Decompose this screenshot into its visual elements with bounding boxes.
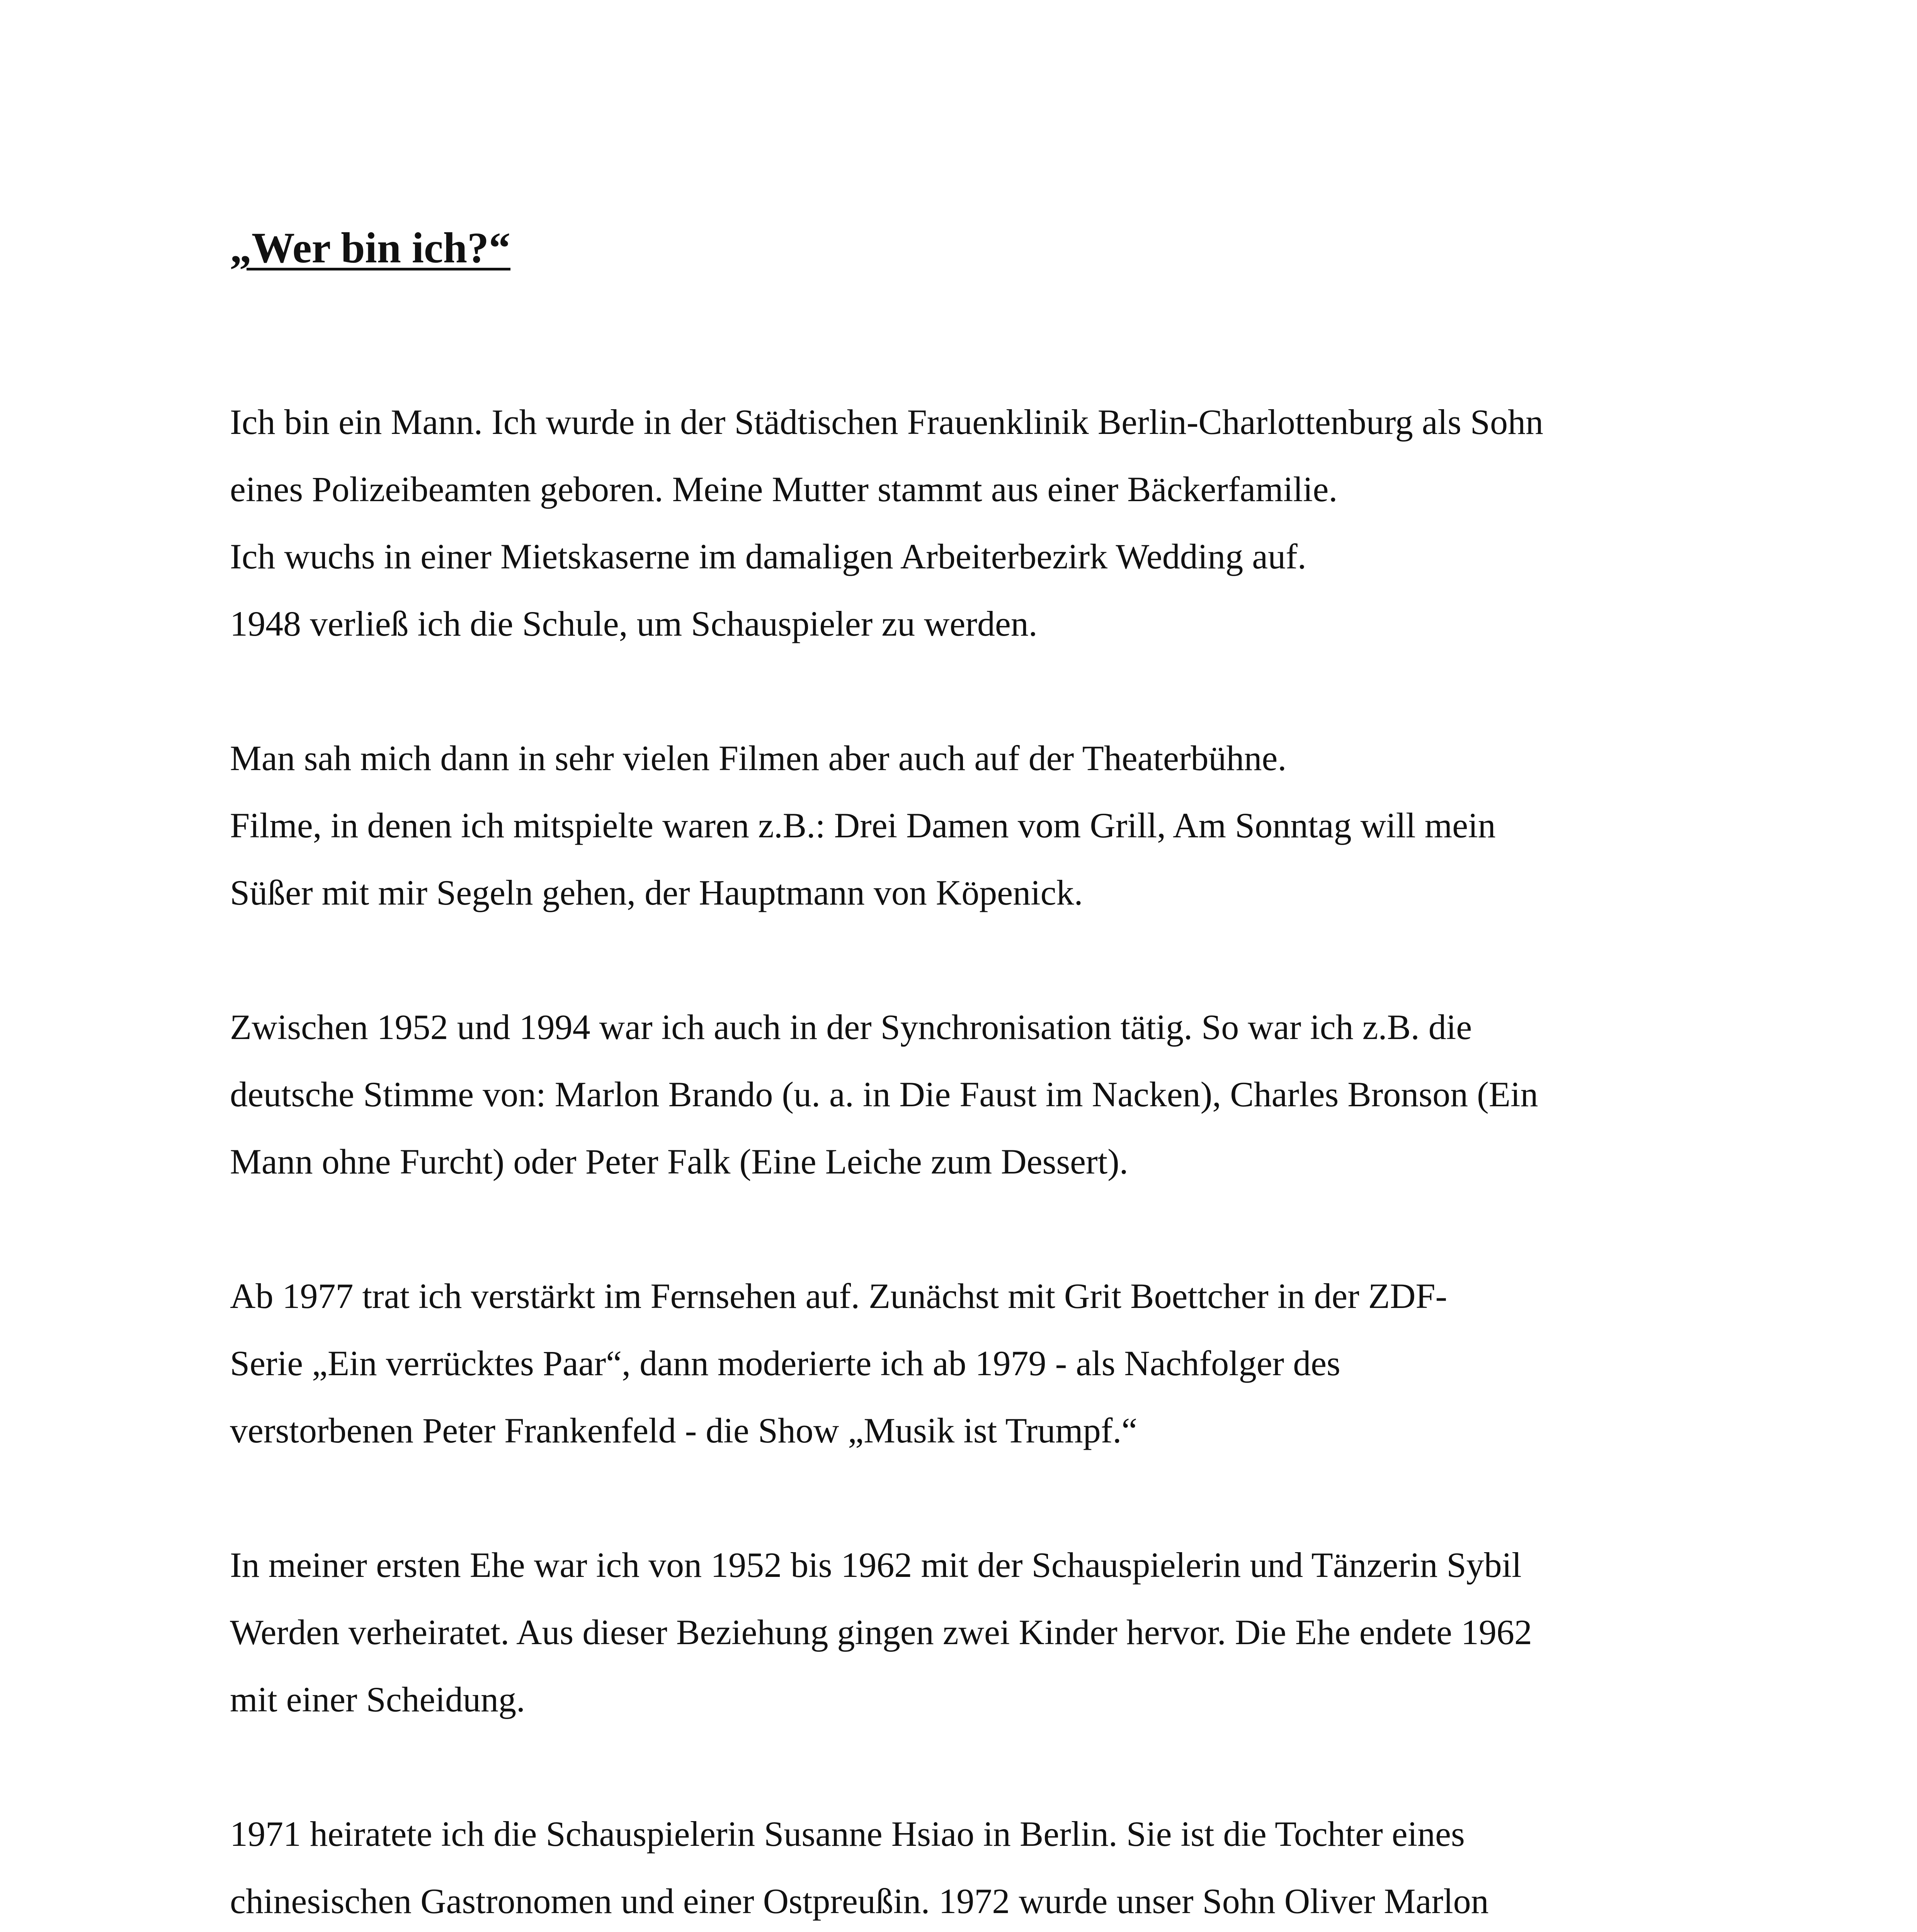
text-line: 1948 verließ ich die Schule, um Schauspieler zu werden. <box>230 604 1038 643</box>
text-line: Ich bin ein Mann. Ich wurde in der Städtischen Frauenklinik Berlin-Charlottenburg als Sohn <box>230 402 1544 442</box>
text-line: verstorbenen Peter Frankenfeld - die Show „Musik ist Trumpf.“ <box>230 1411 1138 1450</box>
text-line: Ich wuchs in einer Mietskaserne im damaligen Arbeiterbezirk Wedding auf. <box>230 537 1306 576</box>
text-line: Werden verheiratet. Aus dieser Beziehung gingen zwei Kinder hervor. Die Ehe endete 1962 <box>230 1612 1532 1652</box>
text-line: Man sah mich dann in sehr vielen Filmen aber auch auf der Theaterbühne. <box>230 738 1287 778</box>
page-title: „Wer bin ich?“ <box>230 224 511 272</box>
text-line: Filme, in denen ich mitspielte waren z.B.: Drei Damen vom Grill, Am Sonntag will mein <box>230 806 1496 845</box>
text-line: chinesischen Gastronomen und einer Ostpreußin. 1972 wurde unser Sohn Oliver Marlon <box>230 1881 1489 1921</box>
text-line: mit einer Scheidung. <box>230 1680 525 1719</box>
text-line: Serie „Ein verrücktes Paar“, dann moderierte ich ab 1979 - als Nachfolger des <box>230 1344 1340 1383</box>
text-line: 1971 heiratete ich die Schauspielerin Susanne Hsiao in Berlin. Sie ist die Tochter eines <box>230 1814 1465 1854</box>
paragraph-3 <box>230 993 1737 1195</box>
text-line: eines Polizeibeamten geboren. Meine Mutter stammt aus einer Bäckerfamilie. <box>230 469 1338 509</box>
paragraph-5 <box>230 1531 1737 1733</box>
text-line: Ab 1977 trat ich verstärkt im Fernsehen auf. Zunächst mit Grit Boettcher in der ZDF- <box>230 1276 1448 1316</box>
text-line: Süßer mit mir Segeln gehen, der Hauptmann von Köpenick. <box>230 873 1083 912</box>
paragraph-1 <box>230 388 1737 657</box>
text-line: Zwischen 1952 und 1994 war ich auch in der Synchronisation tätig. So war ich z.B. die <box>230 1007 1472 1047</box>
text-line: deutsche Stimme von: Marlon Brando (u. a. in Die Faust im Nacken), Charles Bronson (Ein <box>230 1075 1538 1114</box>
text-line: In meiner ersten Ehe war ich von 1952 bis 1962 mit der Schauspielerin und Tänzerin Sybil <box>230 1545 1522 1585</box>
paragraph-6 <box>230 1800 1737 1932</box>
paragraph-4 <box>230 1262 1737 1464</box>
paragraph-2 <box>230 724 1737 926</box>
body-text <box>230 388 1737 1932</box>
text-line: Mann ohne Furcht) oder Peter Falk (Eine Leiche zum Dessert). <box>230 1142 1128 1181</box>
